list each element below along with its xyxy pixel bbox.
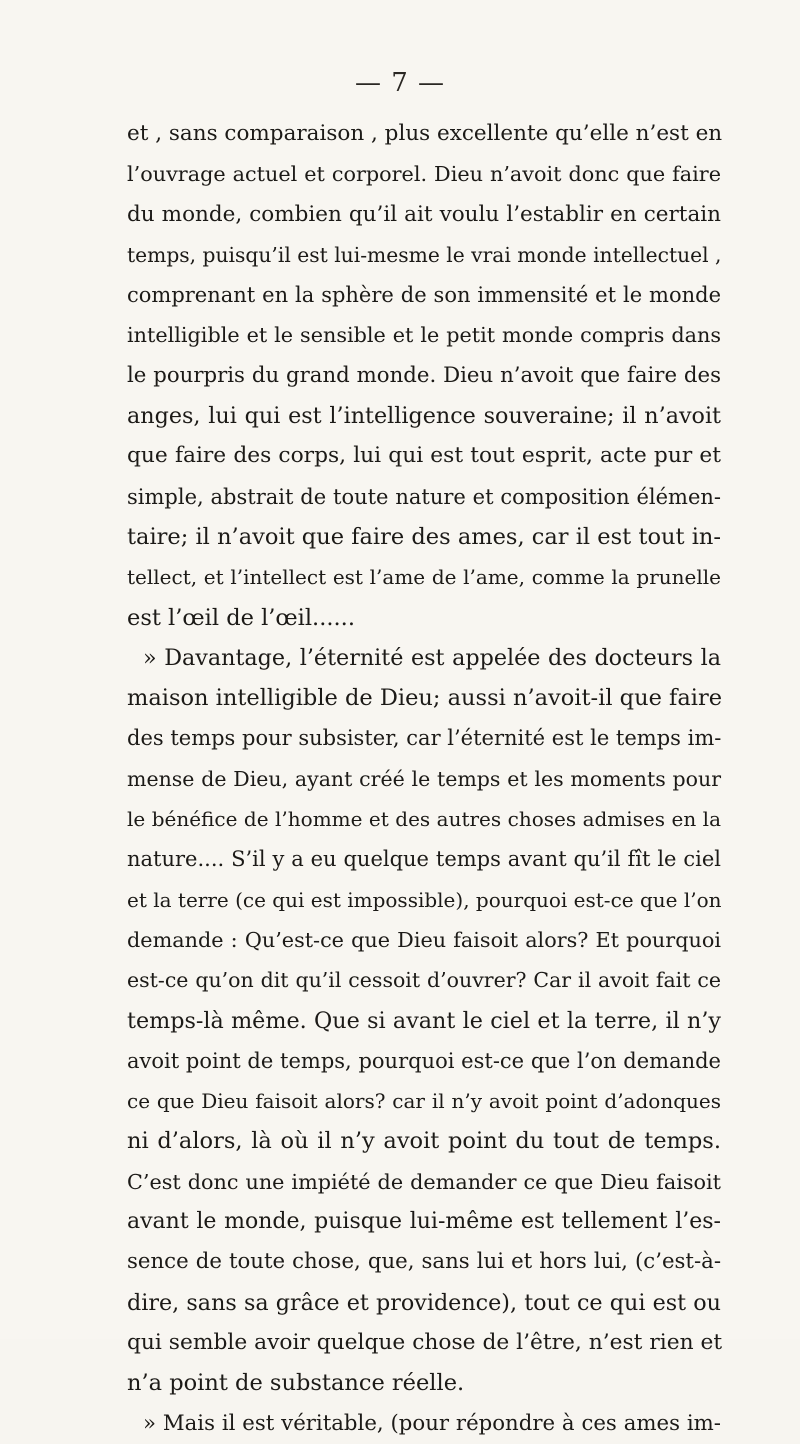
text-line: sence de toute chose, que, sans lui et hors lui, (c’est-à-	[127, 1249, 721, 1275]
text-line: anges, lui qui est l’intelligence souveraine; il n’avoit	[127, 403, 721, 430]
text-line: avoit point de temps, pourquoi est-ce que l’on demande	[127, 1048, 721, 1073]
text-line: du monde, combien qu’il ait voulu l’establir en certain	[127, 201, 721, 227]
text-line: l’ouvrage actuel et corporel. Dieu n’avoit donc que faire	[127, 162, 721, 187]
text-line: temps-là même. Que si avant le ciel et la terre, il n’y	[127, 1007, 721, 1034]
page-number: — 7 —	[354, 68, 446, 98]
text-line: le pourpris du grand monde. Dieu n’avoit que faire des	[127, 362, 721, 388]
text-line: ce que Dieu faisoit alors? car il n’y avoit point d’adonques	[127, 1089, 721, 1114]
text-line: mense de Dieu, ayant créé le temps et les moments pour	[127, 766, 721, 791]
text-line: comprenant en la sphère de son immensité et le monde	[127, 283, 721, 308]
text-line: avant le monde, puisque lui-même est tellement l’es-	[127, 1209, 721, 1235]
text-line: ni d’alors, là où il n’y avoit point du tout de temps.	[127, 1128, 721, 1155]
text-line: maison intelligible de Dieu; aussi n’avoit-il que faire	[127, 685, 723, 712]
text-line: et la terre (ce qui est impossible), pourquoi est-ce que l’on	[127, 887, 722, 912]
text-line: des temps pour subsister, car l’éternité est le temps im-	[127, 726, 722, 751]
text-line: intelligible et le sensible et le petit monde compris dans	[127, 323, 721, 348]
text-line: est l’œil de l’œil......	[127, 604, 355, 631]
text-line: le bénéfice de l’homme et des autres choses admises en la	[127, 807, 721, 832]
text-line: » Mais il est véritable, (pour répondre à ces ames im-	[143, 1410, 721, 1436]
text-line: simple, abstrait de toute nature et composition élémen-	[127, 484, 721, 509]
text-line: dire, sans sa grâce et providence), tout ce qui est ou	[127, 1289, 721, 1316]
text-line: taire; il n’avoit que faire des ames, car il est tout in-	[127, 523, 721, 550]
text-line: qui semble avoir quelque chose de l’être, n’est rien et	[127, 1329, 723, 1355]
text-line: n’a point de substance réelle.	[127, 1370, 465, 1397]
text-line: temps, puisqu’il est lui-mesme le vrai monde intellectuel ,	[127, 242, 722, 267]
text-line: est-ce qu’on dit qu’il cessoit d’ouvrer? Car il avoit fait ce	[127, 968, 721, 993]
text-line: demande : Qu’est-ce que Dieu faisoit alors? Et pourquoi	[127, 927, 721, 952]
text-line: tellect, et l’intellect est l’ame de l’ame, comme la prunelle	[127, 565, 721, 590]
text-line: C’est donc une impiété de demander ce que Dieu faisoit	[127, 1169, 721, 1194]
text-line: nature.... S’il y a eu quelque temps avant qu’il fît le ciel	[127, 847, 721, 872]
text-line: » Davantage, l’éternité est appelée des docteurs la	[143, 644, 721, 671]
body-text	[127, 114, 721, 1444]
text-line: et , sans comparaison , plus excellente qu’elle n’est en	[127, 121, 723, 146]
text-line: que faire des corps, lui qui est tout esprit, acte pur et	[127, 443, 721, 469]
